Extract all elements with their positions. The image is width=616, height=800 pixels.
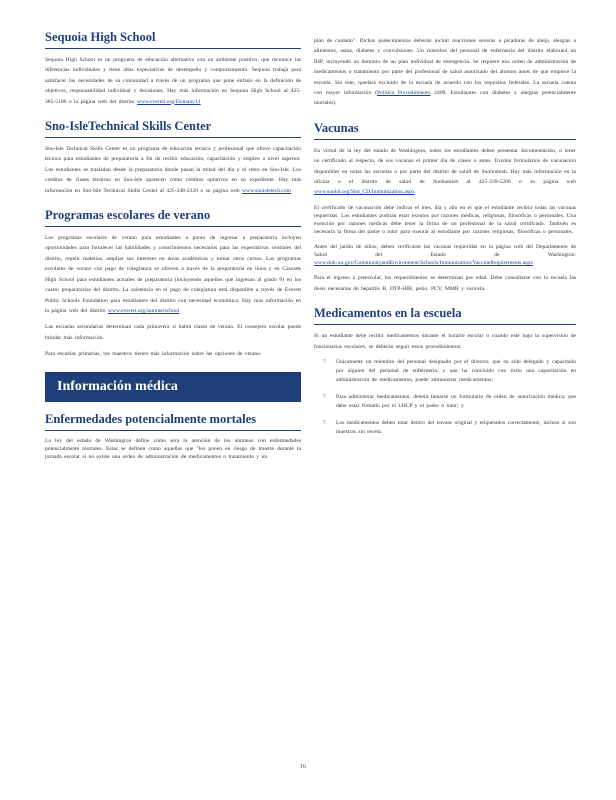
paragraph: Para el ingreso a preescolar, los requerimientos se determinan por edad. Debe consultarse con la escuela las dosis necesarias de hepatitis B, DTP-HIB, polio, PCV, MMR y varicela. <box>314 275 576 292</box>
paragraph <box>314 146 576 198</box>
bullet-mark: 7 <box>323 393 326 400</box>
bullet-mark: 7 <box>323 419 326 426</box>
section-vacunas <box>314 121 576 294</box>
section-title: Enfermedades potencialmente mortales <box>45 412 301 431</box>
paragraph <box>45 144 301 196</box>
link[interactable]: www.everett.org/summerschool <box>107 307 180 314</box>
link[interactable]: www.doh.wa.gov/CommunityandEnvironment/Schools/Immunization/VaccineRequirements.aspx <box>314 260 533 267</box>
paragraph: Si un estudiante debe recibir medicamentos durante el horario escolar o cuando esté bajo la supervisión de funcionarios escolares, se deberán seguir estos procedimientos: <box>314 333 576 350</box>
section-continuation <box>314 36 576 109</box>
section-title: Medicamentos en la escuela <box>314 306 576 325</box>
section-snoisle <box>45 119 301 196</box>
paragraph <box>314 243 576 268</box>
paragraph: Para escuelas primarias, los maestros tienen más información sobre las opciones de verano. <box>45 351 262 358</box>
section-medicamentos <box>314 306 576 437</box>
link[interactable]: www.snohd.org/Shd_CD/Immunization.aspx <box>314 189 415 196</box>
list-item <box>323 393 576 411</box>
paragraph: El certificado de vacunación debe indicar el mes, día y año en el que el estudiante recibió todas las vacunas requeridas. Los estudiantes podrían estar exentos por razones médicas, religiosas, filosóficas o personales. Una exención por razones médicas debe tener la firma de un profesional de la salud certificado. También es necesaria la firma del padre o tutor para exentar al estudiante por razones religiosas, filosóficas o personales. <box>314 204 576 236</box>
paragraph-text: En virtud de la ley del estado de Washington, todos los estudiantes deben presentar documentación, o tener un certificado al respecto, de sus vacunas el primer día de clases o antes. Existen formularios de vacunación disponibles en todas las escuelas o por parte del distrito de salud de Snohomish. Hay más información en la oficina o el distrito de salud de Snohomish al 425-339-5200 o su página web <box>314 147 576 186</box>
link[interactable]: Política Procedimiento <box>376 90 431 97</box>
list-item-text: Para administrar medicamentos, deberá llenarse un formulario de orden de autorización médica, que debe estar firmado por el LHCP y el padre o tutor; y <box>336 393 576 409</box>
paragraph <box>45 55 301 107</box>
paragraph-text: Antes del jardín de niños, deben verificarse las vacunas requeridas en la página web del Departamento de Salud del Estado de Washington: <box>314 243 576 258</box>
list-item <box>323 358 576 385</box>
section-verano <box>45 208 301 359</box>
list-item-text: Únicamente un miembro del personal designado por el director, que ha sido delegado y capacitado por alguien del personal de enfermería, y que ha concluido con éxito una capacitación en administración de medicamentos, puede administrar medicamentos; <box>336 358 576 383</box>
paragraph: Las escuelas secundarias determinan cada primavera si habrá clases de verano. El consejero escolar puede brindar más información. <box>45 324 301 341</box>
paragraph-text: Sequoia High School es un programa de educación alternativo con un ambiente positivo, que reconoce las diferencias individuales y tiene altas expectativas de desempeño y comportamiento. Sequoia trabaja para satisfacer las necesidades de su comunidad a través de un programa que pone énfasis en la definición de objetivos, responsabilidad individual y decisiones. Hay más información en Sequoia High School al 425-385-5100 o la página web del distrito <box>45 57 301 105</box>
section-title: Vacunas <box>314 121 576 140</box>
paragraph-text: plan de cuidado". Dichos padecimientos deberán incluir reacciones severas a picaduras de abeja, alergias a alimentos, asma, diabetes y convulsiones. Un miembro del personal de enfermería del distrito elaborará un IHP, incluyendo un dominio de un plan individual de emergencia. Se requiere una orden de administración de medicamentos o tratamiento por parte del profesional de salud autorizado del alumno antes de que empiece la escuela. Sin este, quedará excluido de la escuela de acuerdo con los requisitos federales. La escuela cuenta con mayor información ( <box>314 38 576 97</box>
page-number: 16 <box>300 764 306 770</box>
section-title: Programas escolares de verano <box>45 208 301 227</box>
bullet-list <box>314 358 576 437</box>
link[interactable]: www.everett.org/Domain/11 <box>137 98 201 105</box>
paragraph-text: Sno-Isle Technical Skills Center es un programa de educación técnica y profesional que ofrece capacitación técnica para estudiantes de preparatoria a fin de recibir educación, capacitación y empleo a nivel superior. Los estudiantes se trasladan desde la preparatoria donde pasan la mitad del día y el resto en Sno-Isle. Los créditos de clases técnicas en Sno-Isle aparecen como créditos optativos en su expediente. Hay más información en Sno-Isle Technical Skills Center al 425-348-2220 o su página web <box>45 146 301 194</box>
section-title: Sno-IsleTechnical Skills Center <box>45 119 301 138</box>
section-enfermedades <box>45 412 301 462</box>
paragraph <box>45 233 301 316</box>
left-column <box>45 30 301 473</box>
paragraph: La ley del estado de Washington define cómo será la atención de los alumnos con enfermedades potencialmente mortales. Estas se definen como aquellas que "los ponen en riesgo de muerte durante la jornada escolar si no existe una orden de administración de medicamentos o tratamiento y un <box>45 437 301 460</box>
list-item <box>323 419 576 437</box>
paragraph-text: 2409, Estudiantes con diabetes y alergias potencialmente mortales). <box>314 90 576 107</box>
list-item-text: Los medicamentos deben estar dentro del envase original y etiquetados correctamente, incluso si son muestras sin receta. <box>336 419 576 435</box>
section-sequoia <box>45 30 301 107</box>
section-title: Sequoia High School <box>45 30 301 49</box>
section-banner: Información médica <box>45 372 301 402</box>
bullet-mark: 7 <box>323 358 326 365</box>
paragraph-text: Los programas escolares de verano para estudiantes a punto de ingresar a preparatoria incluyen oportunidades para fortalecer las habilidades y conocimientos necesarios para las expectativas centrales del distrito, repetir materias, ampliar sus intereses en áreas académicas y tomar otros cursos. Los programas escolares de verano con pago de colegiatura se ofrecen a través de la preparatoria en línea y en Cascade High School para estudiantes actuales de preparatoria (incluyendo aquellos que ingresan al grado 9) en los cuatro preparatorias del distrito. La asistencia en el pago de colegiatura está disponible a través de Everett Public Schools Foundation para estudiantes del distrito con necesidad económica. Hay más información en la página web del distrito <box>45 235 301 314</box>
paragraph <box>314 36 576 109</box>
right-column <box>314 36 576 449</box>
link[interactable]: www.snoisletech.com <box>242 187 292 194</box>
